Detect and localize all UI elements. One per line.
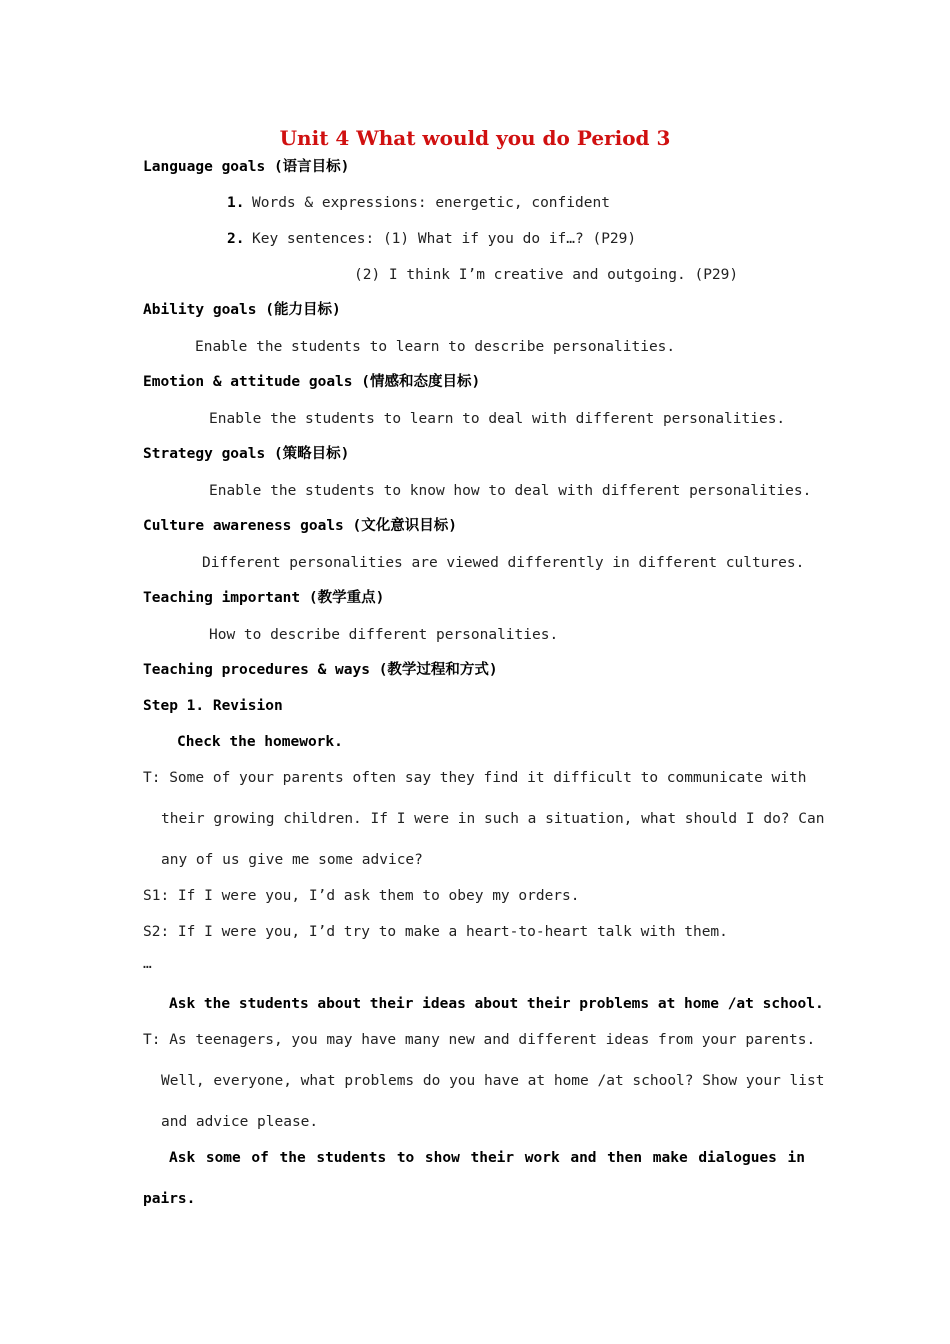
- teaching-procedures-heading: Teaching procedures & ways (教学过程和方式): [143, 662, 498, 678]
- teacher-line-6: and advice please.: [161, 1114, 319, 1130]
- student-2-line: S2: If I were you, I’d try to make a heart-to-heart talk with them.: [143, 924, 728, 940]
- teacher-line-1: T: Some of your parents often say they find it difficult to communicate with: [143, 770, 807, 786]
- page-title: Unit 4 What would you do Period 3: [279, 126, 671, 150]
- language-goals-heading: Language goals (语言目标): [143, 159, 350, 175]
- emotion-goals-heading: Emotion & attitude goals (情感和态度目标): [143, 374, 481, 390]
- student-1-line: S1: If I were you, I’d ask them to obey my orders.: [143, 888, 580, 904]
- ability-goals-heading: Ability goals (能力目标): [143, 302, 341, 318]
- list-number-1: 1.: [227, 195, 245, 211]
- check-homework: Check the homework.: [177, 734, 343, 750]
- culture-goals-heading: Culture awareness goals (文化意识目标): [143, 518, 457, 534]
- teacher-line-2: their growing children. If I were in such a situation, what should I do? Can: [161, 811, 825, 827]
- culture-goals-text: Different personalities are viewed differently in different cultures.: [202, 555, 805, 571]
- teaching-important-text: How to describe different personalities.: [209, 627, 559, 643]
- key-sentences: Key sentences: (1) What if you do if…? (P29): [252, 231, 637, 247]
- ability-goals-text: Enable the students to learn to describe personalities.: [195, 339, 676, 355]
- strategy-goals-text: Enable the students to know how to deal with different personalities.: [209, 483, 812, 499]
- ask-students-ideas: Ask the students about their ideas about their problems at home /at school.: [169, 996, 824, 1012]
- strategy-goals-heading: Strategy goals (策略目标): [143, 446, 350, 462]
- words-expressions: Words & expressions: energetic, confident: [252, 195, 610, 211]
- ask-show-work-line-1: Ask some of the students to show their work and then make dialogues in: [169, 1150, 805, 1166]
- teacher-line-3: any of us give me some advice?: [161, 852, 423, 868]
- teaching-important-heading: Teaching important (教学重点): [143, 590, 385, 606]
- teacher-line-5: Well, everyone, what problems do you have at home /at school? Show your list: [161, 1073, 825, 1089]
- list-number-2: 2.: [227, 231, 245, 247]
- ellipsis: …: [143, 956, 152, 972]
- key-sentence-2: (2) I think I’m creative and outgoing. (P29): [354, 267, 739, 283]
- teacher-line-4: T: As teenagers, you may have many new and different ideas from your parents.: [143, 1032, 816, 1048]
- emotion-goals-text: Enable the students to learn to deal with different personalities.: [209, 411, 786, 427]
- step1-heading: Step 1. Revision: [143, 698, 283, 714]
- ask-show-work-line-2: pairs.: [143, 1191, 196, 1207]
